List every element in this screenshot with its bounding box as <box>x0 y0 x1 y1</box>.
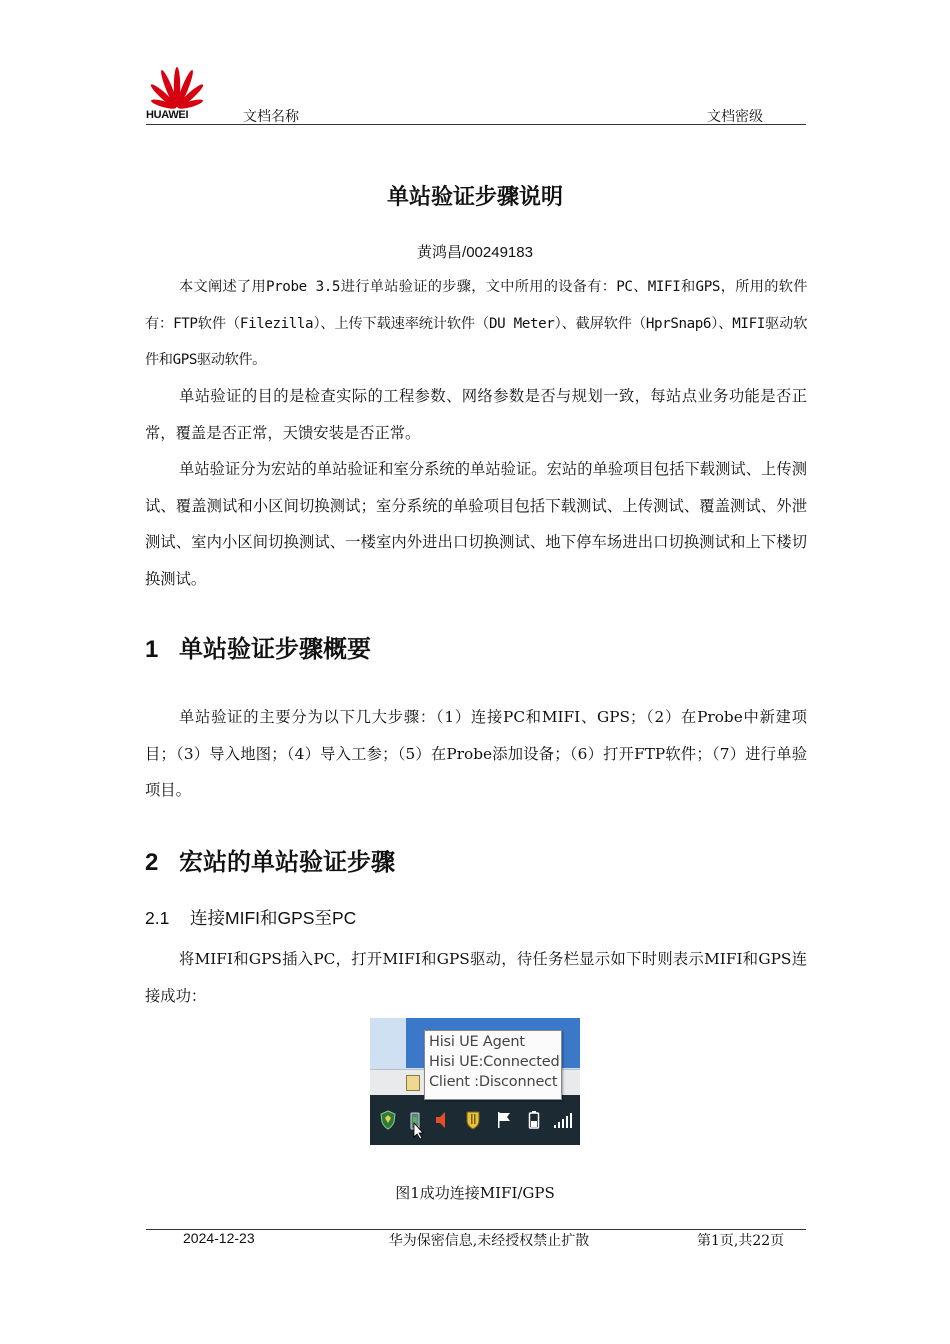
section-2-1-number: 2.1 <box>145 908 170 928</box>
footer-page-number: 第1页,共22页 <box>697 1233 785 1249</box>
tooltip-line-2: Hisi UE:Connected <box>429 1054 560 1070</box>
author-line: 黄鸿昌/00249183 <box>417 244 533 261</box>
section-1-body: 单站验证的主要分为以下几大步骤：（1）连接PC和MIFI、GPS；（2）在Probe中新建项目；（3）导入地图；（4）导入工参；（5）在Probe添加设备；（6）打开FTP软件；（7）进行单验项目。 <box>145 708 807 799</box>
header-doc-name: 文档名称 <box>243 108 299 124</box>
document-title: 单站验证步骤说明 <box>386 184 563 209</box>
section-2-1-body: 将MIFI和GPS插入PC，打开MIFI和GPS驱动，待任务栏显示如下时则表示MIFI和GPS连接成功： <box>145 950 807 1005</box>
intro-paragraph-2: 单站验证的目的是检查实际的工程参数、网络参数是否与规划一致，每站点业务功能是否正常，覆盖是否正常，天馈安装是否正常。 <box>145 387 807 442</box>
footer-date: 2024-12-23 <box>183 1230 255 1246</box>
huawei-petals-icon <box>146 66 208 110</box>
intro-paragraph-1: 本文阐述了用Probe 3.5进行单站验证的步骤，文中所用的设备有：PC、MIFI和GPS，所用的软件有：FTP软件（Filezilla）、上传下载速率统计软件（DU Meter）、截屏软件（HprSnap6）、MIFI驱动软件和GPS驱动软件。 <box>145 279 807 368</box>
signal-icon[interactable] <box>553 1110 573 1130</box>
shield-icon[interactable] <box>379 1110 397 1130</box>
header-doc-class: 文档密级 <box>707 108 763 124</box>
security-icon[interactable] <box>465 1110 481 1130</box>
volume-icon[interactable] <box>434 1110 450 1130</box>
section-2-1-title: 连接MIFI和GPS至PC <box>190 908 357 928</box>
flag-icon[interactable] <box>495 1110 513 1130</box>
section-1-number: 1 <box>145 636 159 663</box>
battery-icon[interactable] <box>527 1110 541 1130</box>
footer-confidential: 华为保密信息,未经授权禁止扩散 <box>388 1233 590 1249</box>
section-1-heading <box>145 629 371 664</box>
intro-paragraph-3: 单站验证分为宏站的单站验证和室分系统的单站验证。宏站的单验项目包括下载测试、上传测试、覆盖测试和小区间切换测试；室分系统的单验项目包括下载测试、上传测试、覆盖测试、外泄测试、室内小区间切换测试、一楼室内外进出口切换测试、地下停车场进出口切换测试和上下楼切换测试。 <box>145 460 807 588</box>
header-rule <box>146 124 806 125</box>
section-2-heading <box>145 842 395 877</box>
logo-text: HUAWEI <box>146 109 189 121</box>
huawei-logo <box>146 66 208 126</box>
section-2-1-heading <box>145 905 356 930</box>
section-2-number: 2 <box>145 849 159 876</box>
figure-caption: 图1成功连接MIFI/GPS <box>395 1184 555 1202</box>
tooltip-line-3: Client :Disconnect <box>429 1074 558 1090</box>
cursor-icon <box>413 1122 425 1140</box>
tray-tooltip <box>424 1030 562 1100</box>
section-1-title: 单站验证步骤概要 <box>179 636 371 663</box>
tooltip-line-1: Hisi UE Agent <box>429 1034 525 1050</box>
section-2-title: 宏站的单站验证步骤 <box>179 849 395 876</box>
taskbar-screenshot <box>370 1018 580 1145</box>
